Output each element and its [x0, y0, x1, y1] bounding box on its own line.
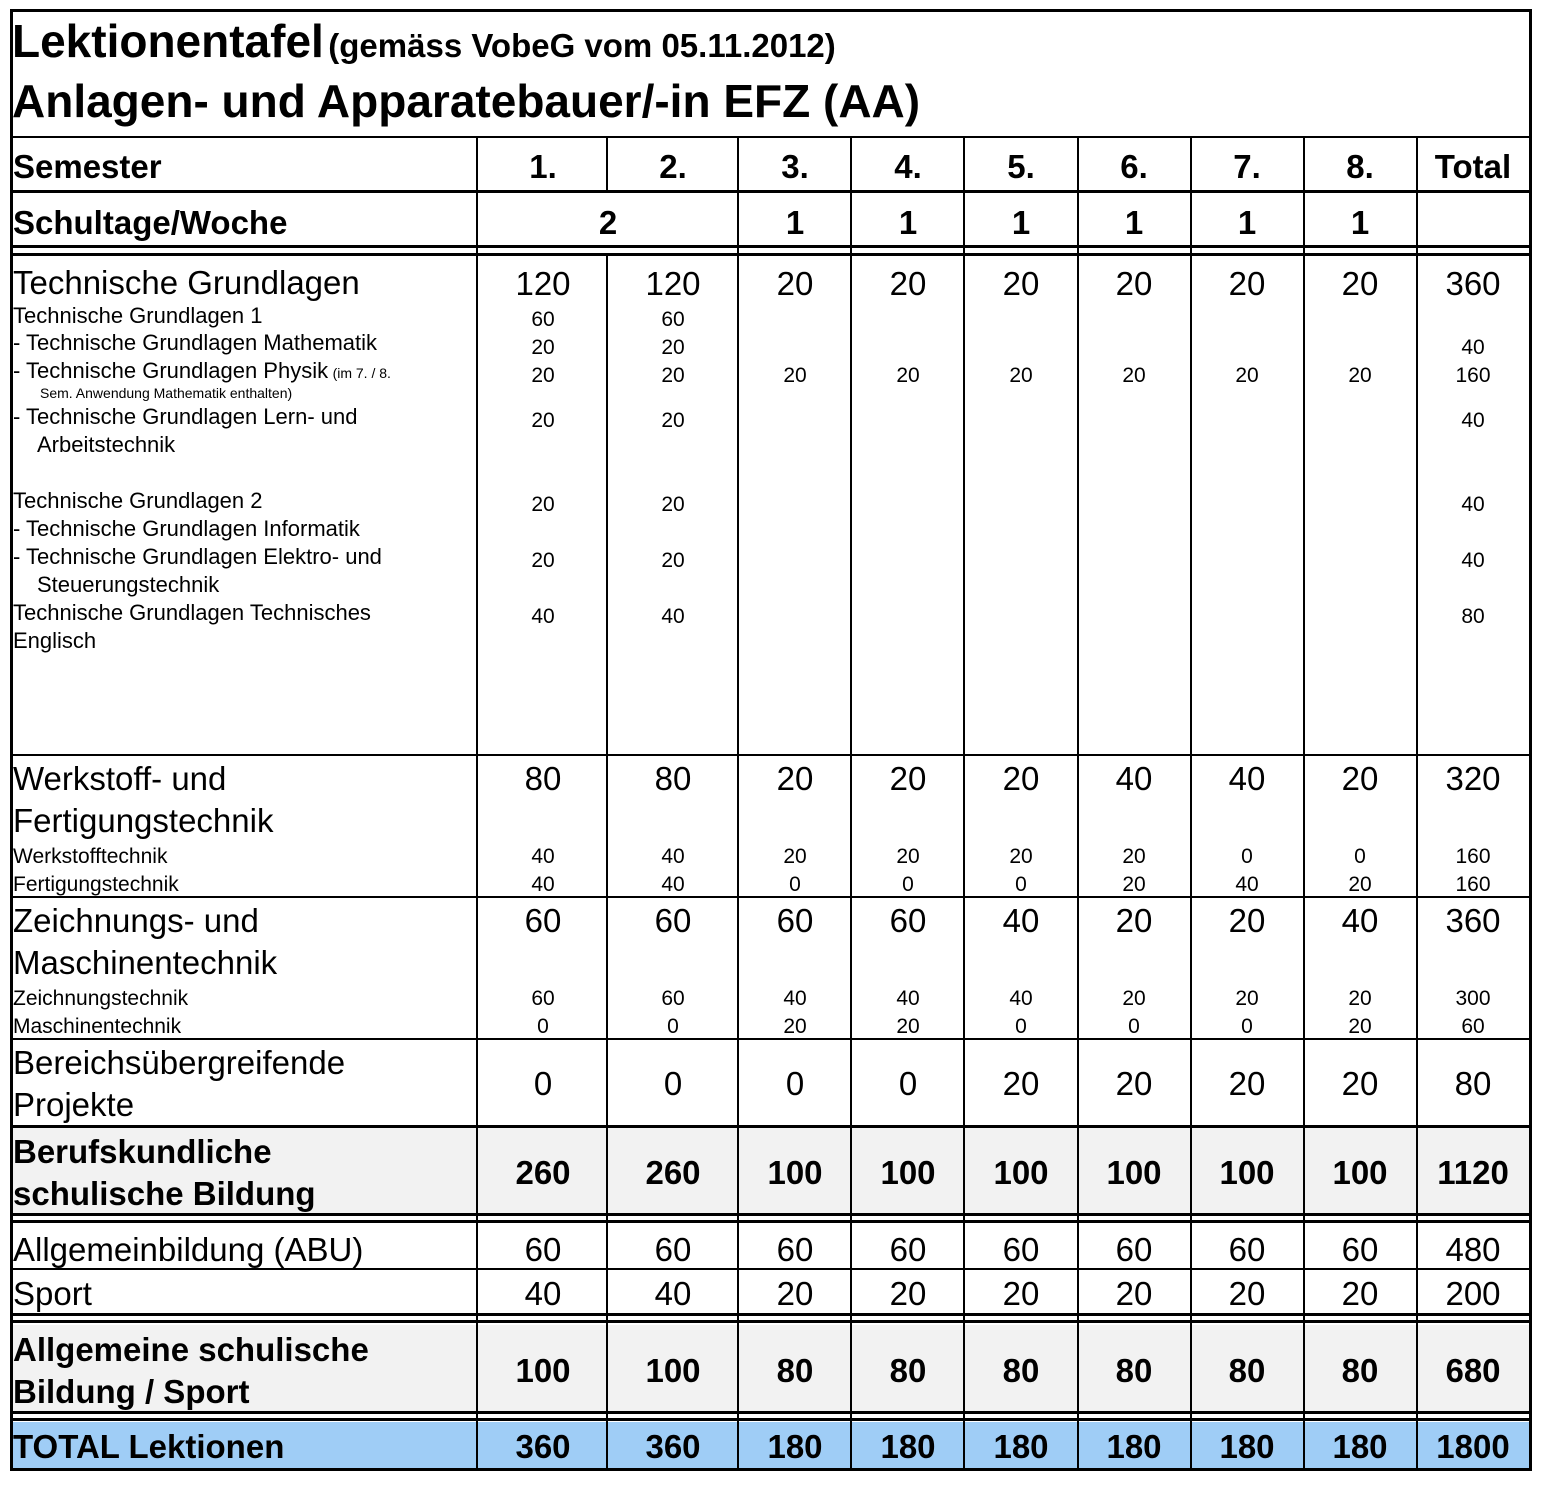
- zeichnungstechnik-value: 60: [531, 987, 555, 1010]
- berufskundlich-label: Berufskundliche: [13, 1133, 272, 1170]
- lern-label-line2: Arbeitstechnik: [37, 432, 176, 457]
- mathematik-total: 40: [1461, 336, 1485, 359]
- maschinentechnik-value: 0: [667, 1015, 679, 1038]
- abu-value: 60: [1002, 1231, 1040, 1268]
- werkstoff-label-line2: Fertigungstechnik: [13, 802, 274, 839]
- mathematik-label: - Technische Grundlagen Mathematik: [13, 330, 378, 355]
- werkstofftechnik-value: 20: [1009, 845, 1033, 868]
- zeichnung-total: 360: [1445, 902, 1501, 939]
- werkstofftechnik-value: 20: [783, 845, 807, 868]
- sport-total: 200: [1445, 1275, 1501, 1312]
- title-profession: Anlagen- und Apparatebauer/-in EFZ (AA): [12, 75, 921, 127]
- zeichnung-value: 40: [1341, 902, 1379, 939]
- werkstofftechnik-value: 20: [896, 845, 920, 868]
- werkstoff-value: 40: [1115, 760, 1153, 797]
- englisch-value: 40: [531, 605, 555, 628]
- berufskundlich-value: 100: [1219, 1154, 1275, 1191]
- allgemein-value: 80: [1228, 1352, 1266, 1389]
- sport-value: 20: [1228, 1275, 1266, 1312]
- projekte-value: 20: [1115, 1065, 1153, 1102]
- col-divider-1b: [606, 253, 608, 1468]
- title-sub: (gemäss VobeG vom 05.11.2012): [328, 27, 836, 64]
- fertigungstechnik-value: 20: [1348, 873, 1372, 896]
- sport-value: 20: [776, 1275, 814, 1312]
- physik-value: 20: [531, 364, 555, 387]
- werkstofftechnik-value: 0: [1241, 845, 1253, 868]
- zeichnungstechnik-value: 40: [1009, 987, 1033, 1010]
- physik-value: 20: [1235, 364, 1259, 387]
- projekte-value: 20: [1002, 1065, 1040, 1102]
- abu-value: 60: [1341, 1231, 1379, 1268]
- total-value: 180: [993, 1428, 1049, 1465]
- werkstofftechnik-label: Werkstofftechnik: [13, 845, 168, 868]
- maschinentechnik-label: Maschinentechnik: [13, 1015, 182, 1038]
- englisch-total: 80: [1461, 605, 1485, 628]
- fertigungstechnik-value: 0: [902, 873, 914, 896]
- sport-value: 40: [524, 1275, 562, 1312]
- physik-note-line2: Sem. Anwendung Mathematik enthalten): [40, 385, 293, 401]
- header-col: 7.: [1233, 148, 1261, 185]
- tg2-value: 20: [661, 493, 685, 516]
- berufskundlich-value: 260: [515, 1154, 571, 1191]
- informatik-label: - Technische Grundlagen Informatik: [13, 516, 360, 541]
- col-divider-7: [1303, 138, 1305, 1468]
- zeichnungstechnik-value: 20: [1122, 987, 1146, 1010]
- schultage-value: 1: [785, 204, 805, 241]
- total-value: 180: [1106, 1428, 1162, 1465]
- physik-value: 20: [1009, 364, 1033, 387]
- zeichnung-label-line2: Maschinentechnik: [13, 944, 278, 981]
- sport-value: 20: [1115, 1275, 1153, 1312]
- sport-label: Sport: [13, 1275, 92, 1312]
- allgemein-value: 80: [1341, 1352, 1379, 1389]
- fertigungstechnik-total: 160: [1455, 873, 1491, 896]
- tg-value: 120: [515, 265, 571, 302]
- header-label: Semester: [13, 148, 162, 185]
- header-col: 5.: [1007, 148, 1035, 185]
- allgemein-label: Allgemeine schulische: [13, 1331, 369, 1368]
- physik-value: 20: [783, 364, 807, 387]
- englisch-label: Technische Grundlagen Technisches: [13, 600, 371, 625]
- werkstofftechnik-total: 160: [1455, 845, 1491, 868]
- header-col: 3.: [781, 148, 809, 185]
- zeichnungstechnik-value: 20: [1235, 987, 1259, 1010]
- lern-value: 20: [531, 409, 555, 432]
- physik-total: 160: [1455, 364, 1491, 387]
- col-divider-label: [476, 138, 478, 1468]
- maschinentechnik-value: 0: [1128, 1015, 1140, 1038]
- englisch-label-line2: Englisch: [13, 628, 97, 653]
- zeichnung-value: 40: [1002, 902, 1040, 939]
- projekte-value: 20: [1341, 1065, 1379, 1102]
- maschinentechnik-value: 0: [1015, 1015, 1027, 1038]
- total-value: 180: [1332, 1428, 1388, 1465]
- schultage-value: 1: [1011, 204, 1031, 241]
- tg-value: 20: [1228, 265, 1266, 302]
- lern-total: 40: [1461, 409, 1485, 432]
- physik-label-row: [13, 360, 391, 382]
- werkstoff-value: 80: [654, 760, 692, 797]
- fertigungstechnik-value: 40: [531, 873, 555, 896]
- projekte-value: 0: [663, 1065, 683, 1102]
- berufskundlich-value: 100: [1106, 1154, 1162, 1191]
- englisch-value: 40: [661, 605, 685, 628]
- werkstoff-total: 320: [1445, 760, 1501, 797]
- physik-value: 20: [1348, 364, 1372, 387]
- fertigungstechnik-value: 0: [1015, 873, 1027, 896]
- fertigungstechnik-label: Fertigungstechnik: [13, 873, 179, 896]
- page-title: [12, 14, 836, 68]
- physik-value: 20: [1122, 364, 1146, 387]
- physik-value: 20: [661, 364, 685, 387]
- maschinentechnik-value: 20: [896, 1015, 920, 1038]
- abu-value: 60: [1115, 1231, 1153, 1268]
- lern-label: - Technische Grundlagen Lern- und: [13, 404, 358, 429]
- mathematik-value: 20: [531, 336, 555, 359]
- zeichnung-value: 60: [776, 902, 814, 939]
- zeichnung-value: 60: [524, 902, 562, 939]
- tg-value: 20: [1341, 265, 1379, 302]
- maschinentechnik-total: 60: [1461, 1015, 1485, 1038]
- zeichnung-value: 20: [1228, 902, 1266, 939]
- projekte-label-line2: Projekte: [13, 1086, 135, 1123]
- total-value: 180: [767, 1428, 823, 1465]
- fertigungstechnik-value: 0: [789, 873, 801, 896]
- total-value: 360: [645, 1428, 701, 1465]
- tg2-label: Technische Grundlagen 2: [13, 488, 263, 513]
- projekte-value: 20: [1228, 1065, 1266, 1102]
- elektro-value: 20: [661, 549, 685, 572]
- abu-total: 480: [1445, 1231, 1501, 1268]
- zeichnungstechnik-value: 20: [1348, 987, 1372, 1010]
- col-divider-4: [963, 138, 965, 1468]
- abu-value: 60: [889, 1231, 927, 1268]
- berufskundlich-value: 100: [993, 1154, 1049, 1191]
- physik-label: - Technische Grundlagen Physik: [13, 358, 329, 383]
- berufskundlich-total: 1120: [1437, 1154, 1509, 1191]
- header-col: 2.: [659, 148, 687, 185]
- header-col: 6.: [1120, 148, 1148, 185]
- physik-note: (im 7. / 8.: [332, 365, 391, 381]
- werkstoff-value: 20: [776, 760, 814, 797]
- tg-value: 20: [889, 265, 927, 302]
- projekte-value: 0: [785, 1065, 805, 1102]
- projekte-value: 0: [533, 1065, 553, 1102]
- maschinentechnik-value: 0: [1241, 1015, 1253, 1038]
- tg2-total: 40: [1461, 493, 1485, 516]
- tg1-label: Technische Grundlagen 1: [13, 303, 263, 328]
- sport-value: 20: [1341, 1275, 1379, 1312]
- berufskundlich-label-line2: schulische Bildung: [13, 1175, 316, 1212]
- tg-value: 20: [1002, 265, 1040, 302]
- col-divider-6: [1190, 138, 1192, 1468]
- allgemein-label-line2: Bildung / Sport: [13, 1373, 250, 1410]
- werkstofftechnik-value: 40: [661, 845, 685, 868]
- werkstoff-value: 20: [1341, 760, 1379, 797]
- werkstofftechnik-value: 20: [1122, 845, 1146, 868]
- col-divider-3: [850, 138, 852, 1468]
- werkstoff-value: 20: [1002, 760, 1040, 797]
- maschinentechnik-value: 0: [537, 1015, 549, 1038]
- tg2-value: 20: [531, 493, 555, 516]
- zeichnung-value: 60: [654, 902, 692, 939]
- projekte-label: Bereichsübergreifende: [13, 1044, 346, 1081]
- maschinentechnik-value: 20: [1348, 1015, 1372, 1038]
- werkstoff-value: 80: [524, 760, 562, 797]
- total-label: TOTAL Lektionen: [13, 1428, 285, 1465]
- fertigungstechnik-value: 20: [1122, 873, 1146, 896]
- col-divider-8: [1416, 138, 1418, 1468]
- allgemein-value: 80: [1002, 1352, 1040, 1389]
- lern-value: 20: [661, 409, 685, 432]
- berufskundlich-value: 100: [1332, 1154, 1388, 1191]
- abu-label: Allgemeinbildung (ABU): [13, 1231, 364, 1268]
- elektro-value: 20: [531, 549, 555, 572]
- werkstoff-value: 20: [889, 760, 927, 797]
- berufskundlich-value: 260: [645, 1154, 701, 1191]
- fertigungstechnik-value: 40: [1235, 873, 1259, 896]
- zeichnungstechnik-value: 40: [896, 987, 920, 1010]
- schultage-label: Schultage/Woche: [13, 204, 288, 241]
- werkstoff-label: Werkstoff- und: [13, 760, 227, 797]
- berufskundlich-value: 100: [880, 1154, 936, 1191]
- col-divider-5: [1077, 138, 1079, 1468]
- werkstofftechnik-value: 40: [531, 845, 555, 868]
- schultage-value: 1: [1237, 204, 1257, 241]
- title-main: Lektionentafel: [12, 15, 324, 67]
- allgemein-value: 80: [889, 1352, 927, 1389]
- schultage-value: 1: [898, 204, 918, 241]
- tg1-value: 60: [531, 308, 555, 331]
- maschinentechnik-value: 20: [783, 1015, 807, 1038]
- allgemein-value: 100: [645, 1352, 701, 1389]
- allgemein-value: 80: [776, 1352, 814, 1389]
- elektro-label: - Technische Grundlagen Elektro- und: [13, 544, 382, 569]
- werkstofftechnik-value: 0: [1354, 845, 1366, 868]
- schultage-merged-value: 2: [598, 204, 618, 241]
- abu-value: 60: [776, 1231, 814, 1268]
- werkstoff-value: 40: [1228, 760, 1266, 797]
- zeichnungstechnik-value: 60: [661, 987, 685, 1010]
- zeichnung-label: Zeichnungs- und: [13, 902, 259, 939]
- col-divider-1: [606, 138, 608, 193]
- total-value: 360: [515, 1428, 571, 1465]
- total-value: 180: [880, 1428, 936, 1465]
- total-value: 180: [1219, 1428, 1275, 1465]
- title-block: [12, 14, 1537, 136]
- sport-value: 40: [654, 1275, 692, 1312]
- abu-value: 60: [524, 1231, 562, 1268]
- total-grand: 1800: [1436, 1428, 1510, 1465]
- abu-value: 60: [1228, 1231, 1266, 1268]
- tg-value: 20: [776, 265, 814, 302]
- allgemein-total: 680: [1445, 1352, 1501, 1389]
- col-divider-2: [737, 138, 739, 1468]
- mathematik-value: 20: [661, 336, 685, 359]
- header-col: 1.: [529, 148, 557, 185]
- sport-value: 20: [1002, 1275, 1040, 1312]
- abu-value: 60: [654, 1231, 692, 1268]
- schultage-value: 1: [1124, 204, 1144, 241]
- berufskundlich-value: 100: [767, 1154, 823, 1191]
- projekte-total: 80: [1454, 1065, 1492, 1102]
- elektro-label-line2: Steuerungstechnik: [37, 572, 220, 597]
- allgemein-value: 80: [1115, 1352, 1153, 1389]
- zeichnung-value: 20: [1115, 902, 1153, 939]
- elektro-total: 40: [1461, 549, 1485, 572]
- allgemein-value: 100: [515, 1352, 571, 1389]
- fertigungstechnik-value: 40: [661, 873, 685, 896]
- zeichnung-value: 60: [889, 902, 927, 939]
- header-col: 8.: [1346, 148, 1374, 185]
- physik-value: 20: [896, 364, 920, 387]
- tg-label: Technische Grundlagen: [13, 264, 360, 301]
- header-col: 4.: [894, 148, 922, 185]
- zeichnungstechnik-value: 40: [783, 987, 807, 1010]
- zeichnungstechnik-total: 300: [1455, 987, 1491, 1010]
- tg-value: 20: [1115, 265, 1153, 302]
- tg1-value: 60: [661, 308, 685, 331]
- zeichnungstechnik-label: Zeichnungstechnik: [13, 987, 189, 1010]
- tg-total: 360: [1445, 265, 1501, 302]
- header-col: Total: [1434, 148, 1512, 185]
- tg-value: 120: [645, 265, 701, 302]
- projekte-value: 0: [898, 1065, 918, 1102]
- schultage-value: 1: [1350, 204, 1370, 241]
- sport-value: 20: [889, 1275, 927, 1312]
